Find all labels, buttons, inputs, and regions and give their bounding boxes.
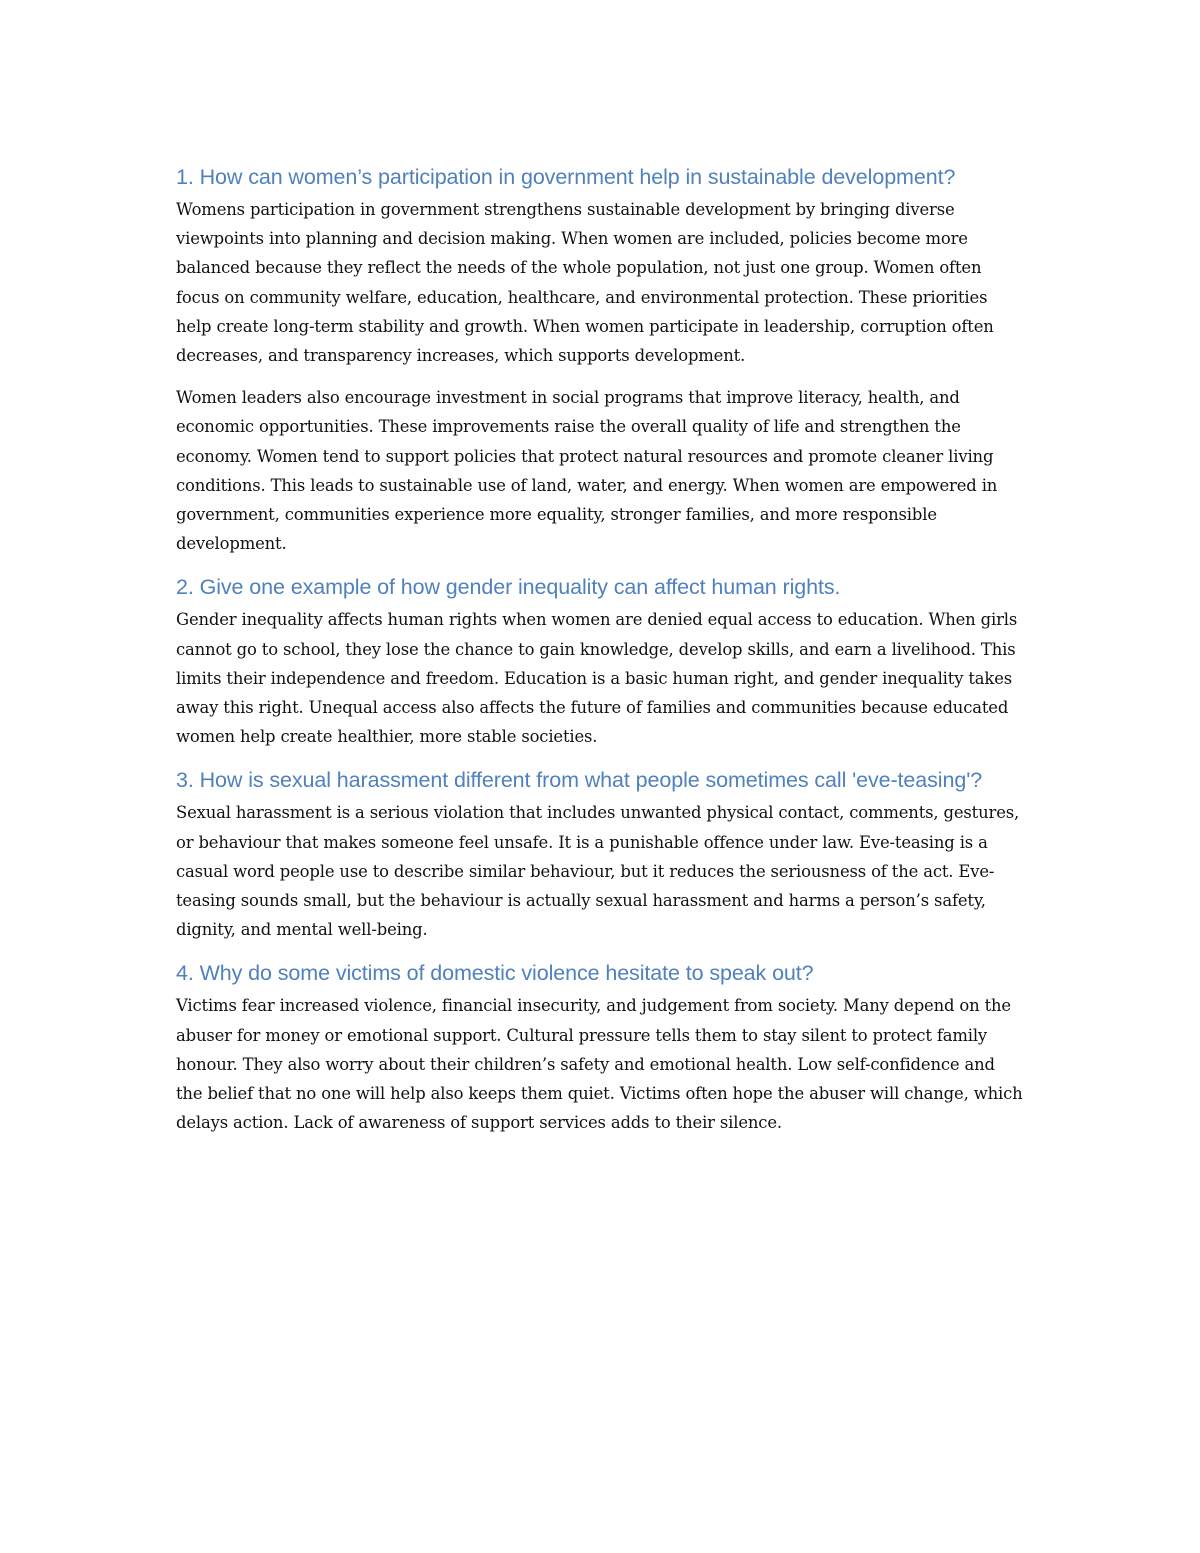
answer-paragraph: Sexual harassment is a serious violation that includes unwanted physical contact, comments, gestures, or behaviour that makes someone feel unsafe. It is a punishable offence under law. Eve-teasing is a casual word people use to describe similar behaviour, but it reduces the seriousness of the act. Eve-teasing sounds small, but the behaviour is actually sexual harassment and harms a person’s safety, dignity, and mental well-being. [176, 803, 1020, 940]
section-q2 [176, 570, 1026, 751]
document-page [176, 160, 1026, 1149]
question-heading: 3. How is sexual harassment different from what people sometimes call 'eve-teasing'? [176, 768, 983, 793]
section-q3 [176, 763, 1026, 944]
question-heading: 1. How can women’s participation in government help in sustainable development? [176, 165, 956, 189]
answer-paragraph: Gender inequality affects human rights when women are denied equal access to education. When girls cannot go to school, they lose the chance to gain knowledge, develop skills, and earn a livelihood. This limits their independence and freedom. Education is a basic human right, and gender inequality takes away this right. Unequal access also affects the future of families and communities because educated women help create healthier, more stable societies. [176, 610, 1018, 747]
question-heading: 2. Give one example of how gender inequality can affect human rights. [176, 575, 841, 600]
answer-paragraph: Victims fear increased violence, financial insecurity, and judgement from society. Many depend on the abuser for money or emotional support. Cultural pressure tells them to stay silent to protect family honour. They also worry about their children’s safety and emotional health. Low self-confidence and the belief that no one will help also keeps them quiet. Victims often hope the abuser will change, which delays action. Lack of awareness of support services adds to their silence. [176, 996, 1023, 1133]
answer-paragraph: Women leaders also encourage investment in social programs that improve literacy, health, and economic opportunities. These improvements raise the overall quality of life and strengthen the economy. Women tend to support policies that protect natural resources and promote cleaner living conditions. This leads to sustainable use of land, water, and energy. When women are empowered in government, communities experience more equality, stronger families, and more responsible development. [176, 388, 998, 554]
section-q4 [176, 956, 1026, 1137]
section-q1 [176, 160, 1026, 558]
answer-paragraph: Womens participation in government strengthens sustainable development by bringing diverse viewpoints into planning and decision making. When women are included, policies become more balanced because they reflect the needs of the whole population, not just one group. Women often focus on community welfare, education, healthcare, and environmental protection. These priorities help create long-term stability and growth. When women participate in leadership, corruption often decreases, and transparency increases, which supports development. [176, 200, 994, 366]
question-heading: 4. Why do some victims of domestic violence hesitate to speak out? [176, 961, 814, 986]
